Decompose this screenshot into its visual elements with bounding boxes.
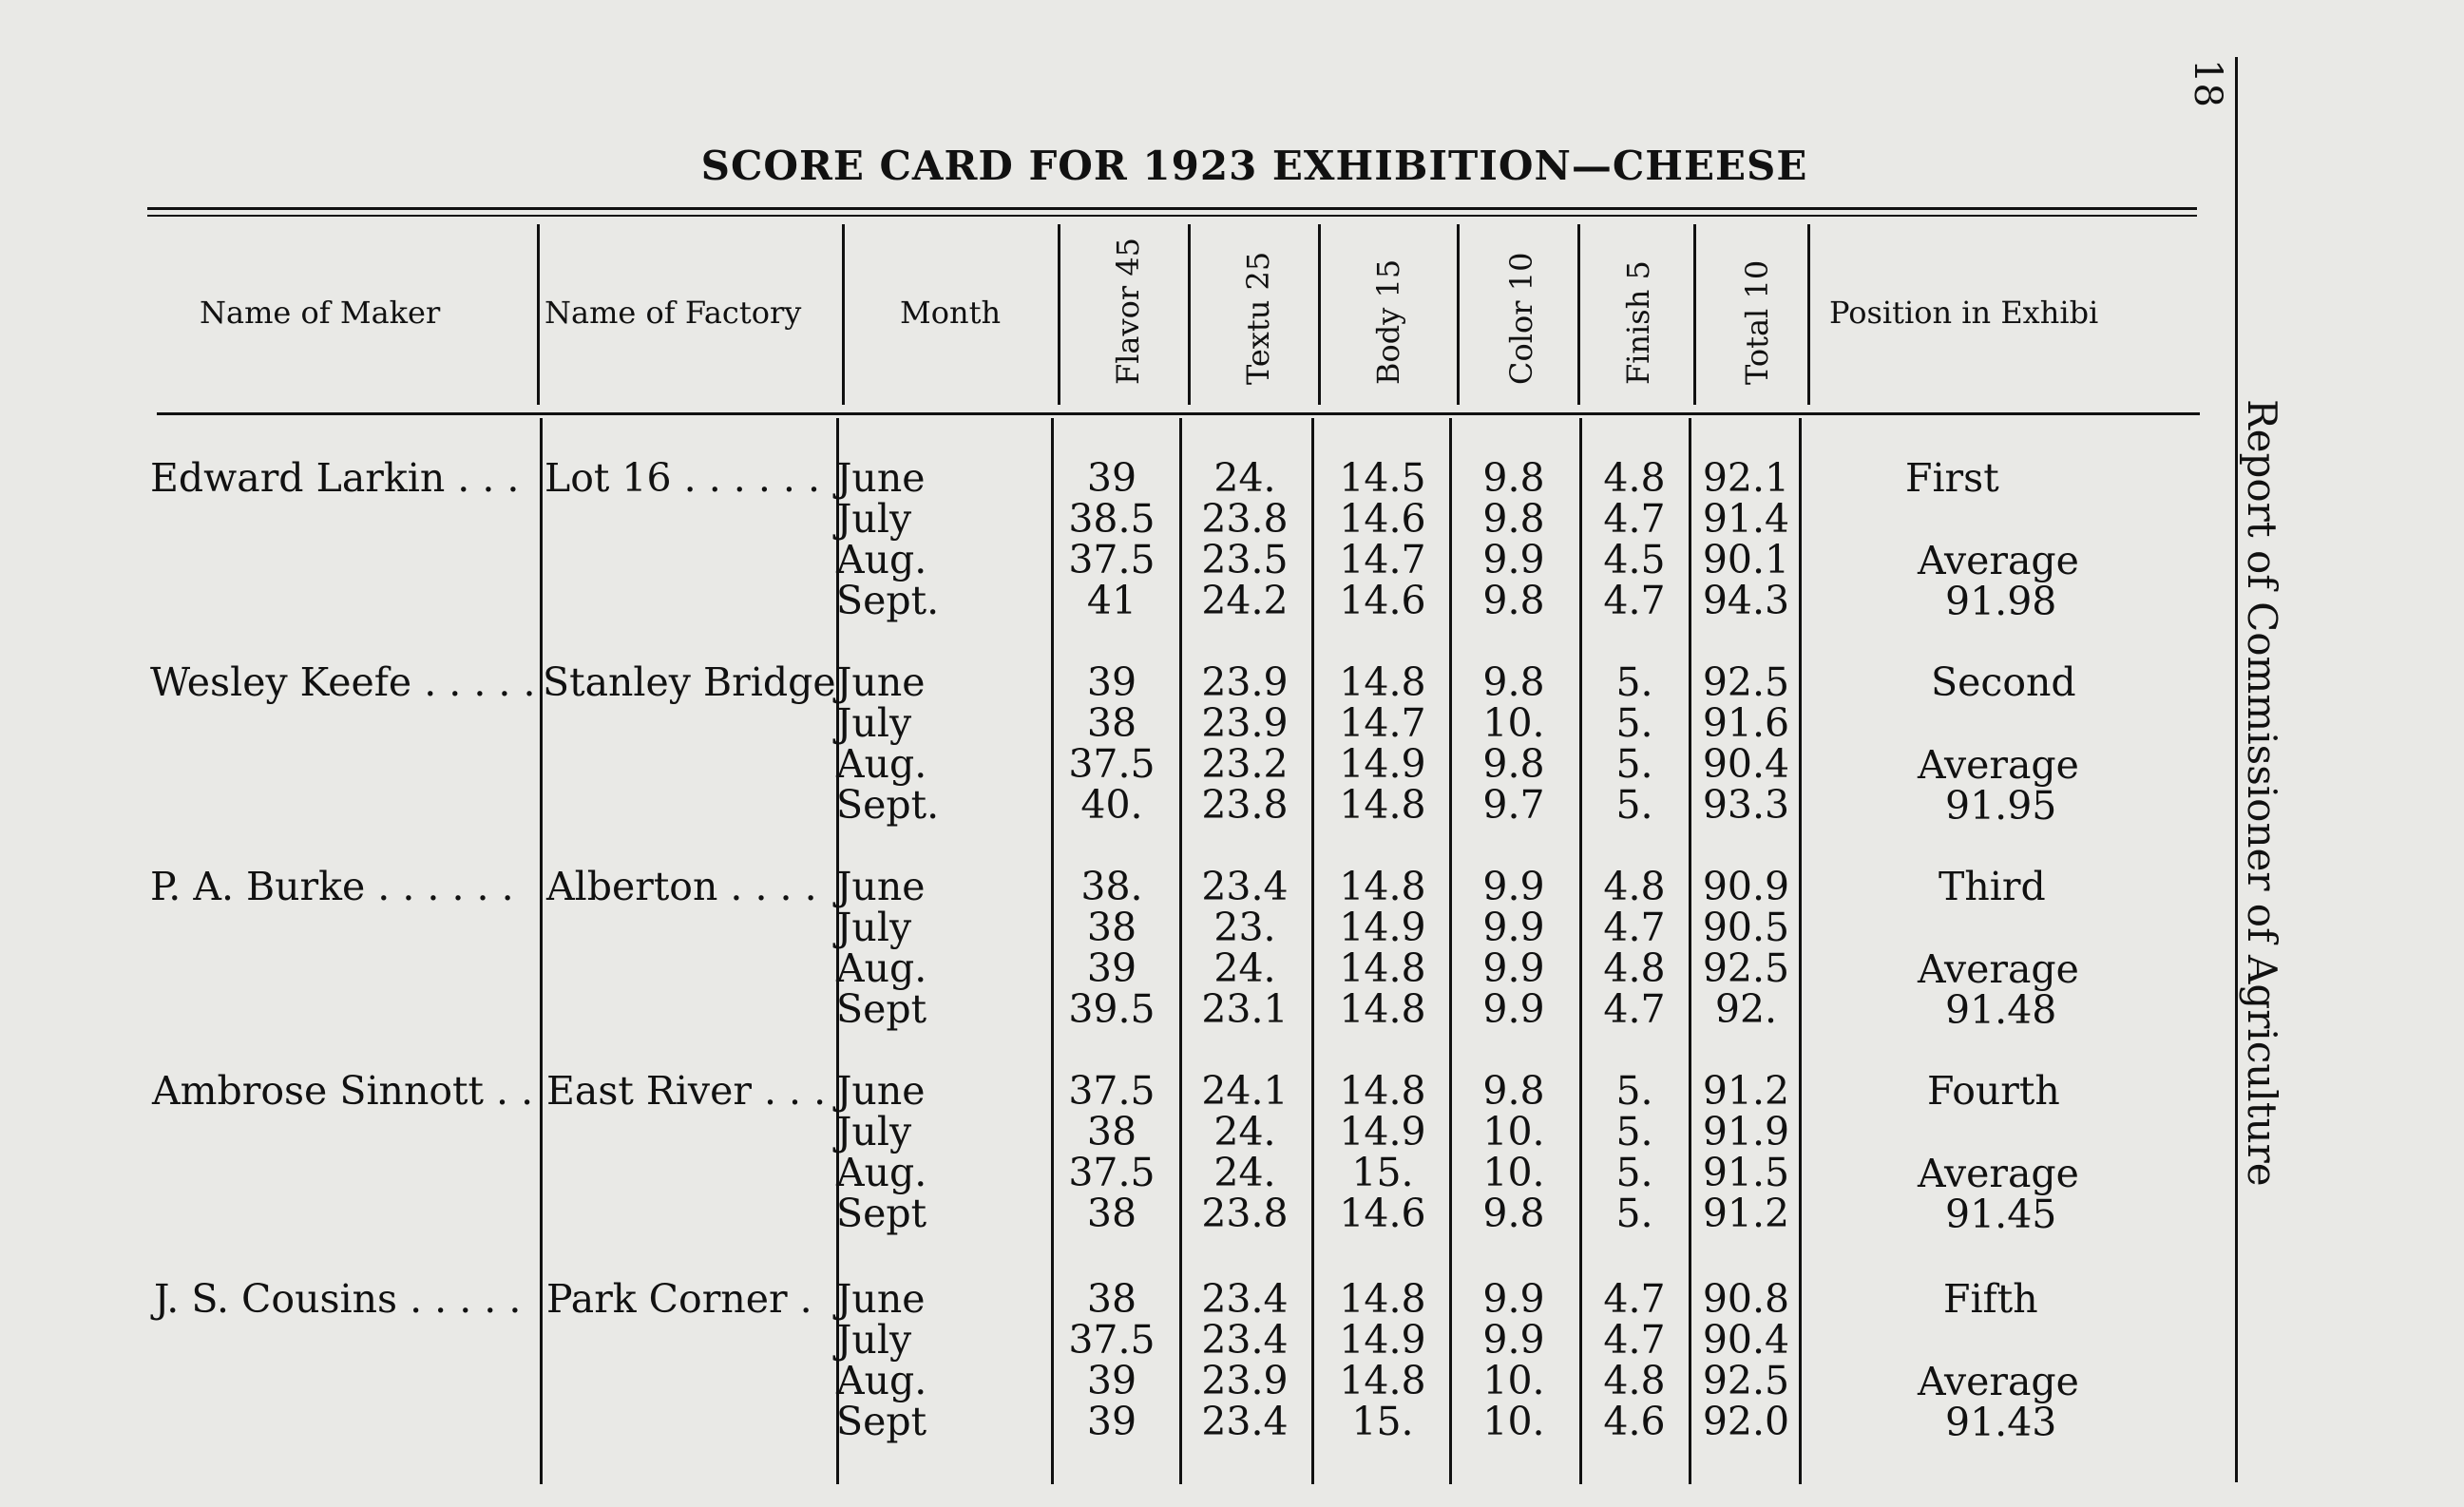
color-score: 10. [1482,700,1545,746]
body-score: 14.9 [1339,1317,1426,1363]
position-label: Second [1931,659,2076,705]
month: June [836,659,926,705]
texture-score: 23.9 [1201,700,1289,746]
color-score: 10. [1482,1399,1545,1444]
body-score: 14.8 [1339,1068,1426,1114]
month: Sept [836,1399,927,1444]
average-label: Average [1918,1151,2079,1196]
color-score: 9.8 [1482,659,1545,705]
color-score: 9.8 [1482,455,1545,501]
finish-score: 4.7 [1603,986,1666,1032]
factory-name: Alberton . . . . [546,864,817,909]
body-score: 14.8 [1339,986,1426,1032]
total-score: 91.6 [1702,700,1790,746]
maker-name: P. A. Burke . . . . . . [150,864,514,909]
finish-score: 5. [1615,782,1653,828]
flavor-score: 38 [1086,1191,1137,1236]
header-divider [537,224,540,405]
finish-score: 4.6 [1603,1399,1666,1444]
finish-score: 4.7 [1603,1276,1666,1322]
header-name-of-maker: Name of Maker [200,295,441,331]
color-score: 9.9 [1482,905,1545,950]
body-score: 14.8 [1339,864,1426,909]
flavor-score: 38 [1086,1109,1137,1154]
texture-score: 23.4 [1201,1276,1289,1322]
month: Sept [836,986,927,1032]
total-score: 92.5 [1702,659,1790,705]
body-score: 14.8 [1339,1358,1426,1403]
total-score: 91.2 [1702,1191,1790,1236]
texture-score: 24. [1213,1150,1276,1195]
header-divider [1807,224,1810,405]
body-score: 14.7 [1339,700,1426,746]
texture-score: 23.4 [1201,1317,1289,1363]
total-score: 92.5 [1702,945,1790,991]
body-score: 14.9 [1339,741,1426,787]
body-score: 14.8 [1339,945,1426,991]
color-score: 9.9 [1482,537,1545,582]
month: July [836,1109,912,1154]
finish-score: 4.5 [1603,537,1666,582]
color-score: 9.9 [1482,986,1545,1032]
month: Sept. [836,782,940,828]
average-label: Average [1918,742,2079,788]
flavor-score: 37.5 [1068,1317,1156,1363]
total-score: 90.4 [1702,741,1790,787]
texture-score: 23.9 [1201,1358,1289,1403]
month: Sept [836,1191,927,1236]
color-score: 9.7 [1482,782,1545,828]
factory-name: Stanley Bridge [543,659,836,705]
finish-score: 5. [1615,1068,1653,1114]
flavor-score: 37.5 [1068,1150,1156,1195]
flavor-score: 41 [1086,578,1137,623]
flavor-score: 37.5 [1068,741,1156,787]
color-score: 9.8 [1482,1191,1545,1236]
page-number: 18 [2186,59,2229,107]
page-title: SCORE CARD FOR 1923 EXHIBITION—CHEESE [700,143,1808,189]
position-label: Third [1939,864,2046,909]
texture-score: 24.2 [1201,578,1289,623]
header-divider [1188,224,1191,405]
header-top-rule-second [147,215,2197,217]
texture-score: 23.4 [1201,864,1289,909]
header-color: Color 10 [1503,252,1539,385]
texture-score: 24. [1213,945,1276,991]
position-label: Fifth [1943,1276,2038,1322]
total-score: 91.5 [1702,1150,1790,1195]
header-divider [1457,224,1460,405]
color-score: 9.9 [1482,864,1545,909]
header-position-in-exhibition: Position in Exhibi [1829,295,2099,331]
header-body: Body 15 [1370,258,1406,385]
flavor-score: 37.5 [1068,537,1156,582]
flavor-score: 38. [1080,864,1143,909]
finish-score: 4.7 [1603,1317,1666,1363]
factory-name: Park Corner . [546,1276,812,1322]
body-score: 14.5 [1339,455,1426,501]
body-score: 15. [1351,1150,1414,1195]
flavor-score: 40. [1080,782,1143,828]
average-value: 91.43 [1945,1400,2057,1445]
finish-score: 4.7 [1603,905,1666,950]
body-divider [540,418,543,1484]
finish-score: 4.8 [1603,1358,1666,1403]
body-score: 14.7 [1339,537,1426,582]
maker-name: Edward Larkin . . . [150,455,520,501]
header-divider [842,224,845,405]
flavor-score: 38.5 [1068,496,1156,542]
body-score: 14.8 [1339,782,1426,828]
header-divider [1577,224,1580,405]
average-label: Average [1918,946,2079,992]
flavor-score: 39 [1086,1399,1137,1444]
finish-score: 5. [1615,659,1653,705]
flavor-score: 37.5 [1068,1068,1156,1114]
flavor-score: 39 [1086,945,1137,991]
position-label: Fourth [1927,1068,2060,1114]
body-divider [1311,418,1314,1484]
color-score: 9.8 [1482,496,1545,542]
month: July [836,496,912,542]
total-score: 92.5 [1702,1358,1790,1403]
finish-score: 5. [1615,1150,1653,1195]
body-score: 14.9 [1339,1109,1426,1154]
body-score: 14.6 [1339,496,1426,542]
color-score: 9.8 [1482,741,1545,787]
flavor-score: 39 [1086,455,1137,501]
texture-score: 24.1 [1201,1068,1289,1114]
texture-score: 23.8 [1201,496,1289,542]
flavor-score: 39 [1086,1358,1137,1403]
color-score: 9.9 [1482,1317,1545,1363]
total-score: 91.9 [1702,1109,1790,1154]
average-value: 91.48 [1945,987,2057,1033]
color-score: 10. [1482,1150,1545,1195]
body-score: 14.6 [1339,578,1426,623]
month: Aug. [836,1150,927,1195]
maker-name: J. S. Cousins . . . . . [154,1276,522,1322]
total-score: 92.1 [1702,455,1790,501]
month: Sept. [836,578,940,623]
flavor-score: 38 [1086,700,1137,746]
month: June [836,455,926,501]
finish-score: 4.7 [1603,496,1666,542]
flavor-score: 39 [1086,659,1137,705]
running-title: Report of Commissioner of Agriculture [2239,399,2285,1187]
header-divider [1318,224,1321,405]
body-score: 14.6 [1339,1191,1426,1236]
color-score: 9.9 [1482,945,1545,991]
texture-score: 23.2 [1201,741,1289,787]
average-value: 91.45 [1945,1192,2057,1237]
flavor-score: 39.5 [1068,986,1156,1032]
color-score: 10. [1482,1109,1545,1154]
texture-score: 23.1 [1201,986,1289,1032]
header-top-rule [147,207,2197,210]
finish-score: 4.8 [1603,455,1666,501]
position-label: First [1905,455,1999,501]
flavor-score: 38 [1086,905,1137,950]
color-score: 9.8 [1482,1068,1545,1114]
average-value: 91.98 [1945,579,2057,624]
average-value: 91.95 [1945,783,2057,829]
maker-name: Ambrose Sinnott . . [152,1068,534,1114]
texture-score: 24. [1213,455,1276,501]
texture-score: 23.8 [1201,1191,1289,1236]
body-score: 14.9 [1339,905,1426,950]
header-texture: Textu 25 [1240,251,1276,385]
color-score: 9.8 [1482,578,1545,623]
color-score: 10. [1482,1358,1545,1403]
month: Aug. [836,741,927,787]
total-score: 90.4 [1702,1317,1790,1363]
month: June [836,864,926,909]
finish-score: 5. [1615,741,1653,787]
margin-rule [2235,57,2238,1482]
average-label: Average [1918,1359,2079,1404]
body-score: 14.8 [1339,659,1426,705]
color-score: 9.9 [1482,1276,1545,1322]
month: Aug. [836,537,927,582]
texture-score: 24. [1213,1109,1276,1154]
body-score: 14.8 [1339,1276,1426,1322]
month: July [836,905,912,950]
average-label: Average [1918,538,2079,583]
factory-name: Lot 16 . . . . . . [544,455,820,501]
total-score: 91.2 [1702,1068,1790,1114]
texture-score: 23.9 [1201,659,1289,705]
finish-score: 5. [1615,1109,1653,1154]
total-score: 92.0 [1702,1399,1790,1444]
month: June [836,1276,926,1322]
header-finish: Finish 5 [1620,260,1656,385]
total-score: 94.3 [1702,578,1790,623]
total-score: 90.5 [1702,905,1790,950]
total-score: 91.4 [1702,496,1790,542]
month: July [836,700,912,746]
header-name-of-factory: Name of Factory [544,295,802,331]
header-divider [1693,224,1696,405]
month: Aug. [836,945,927,991]
body-divider [1051,418,1054,1484]
finish-score: 4.7 [1603,578,1666,623]
finish-score: 4.8 [1603,864,1666,909]
month: June [836,1068,926,1114]
month: Aug. [836,1358,927,1403]
total-score: 90.9 [1702,864,1790,909]
texture-score: 23.5 [1201,537,1289,582]
texture-score: 23.4 [1201,1399,1289,1444]
header-total: Total 10 [1739,259,1775,385]
finish-score: 4.8 [1603,945,1666,991]
header-flavor: Flavor 45 [1110,237,1146,385]
texture-score: 23. [1213,905,1276,950]
texture-score: 23.8 [1201,782,1289,828]
flavor-score: 38 [1086,1276,1137,1322]
total-score: 92. [1714,986,1778,1032]
factory-name: East River . . . [546,1068,827,1114]
body-divider [1179,418,1182,1484]
finish-score: 5. [1615,1191,1653,1236]
total-score: 90.8 [1702,1276,1790,1322]
header-month: Month [900,295,1002,331]
maker-name: Wesley Keefe . . . . . [150,659,536,705]
total-score: 90.1 [1702,537,1790,582]
total-score: 93.3 [1702,782,1790,828]
body-score: 15. [1351,1399,1414,1444]
finish-score: 5. [1615,700,1653,746]
header-bottom-rule [157,412,2200,415]
header-divider [1058,224,1060,405]
month: July [836,1317,912,1363]
